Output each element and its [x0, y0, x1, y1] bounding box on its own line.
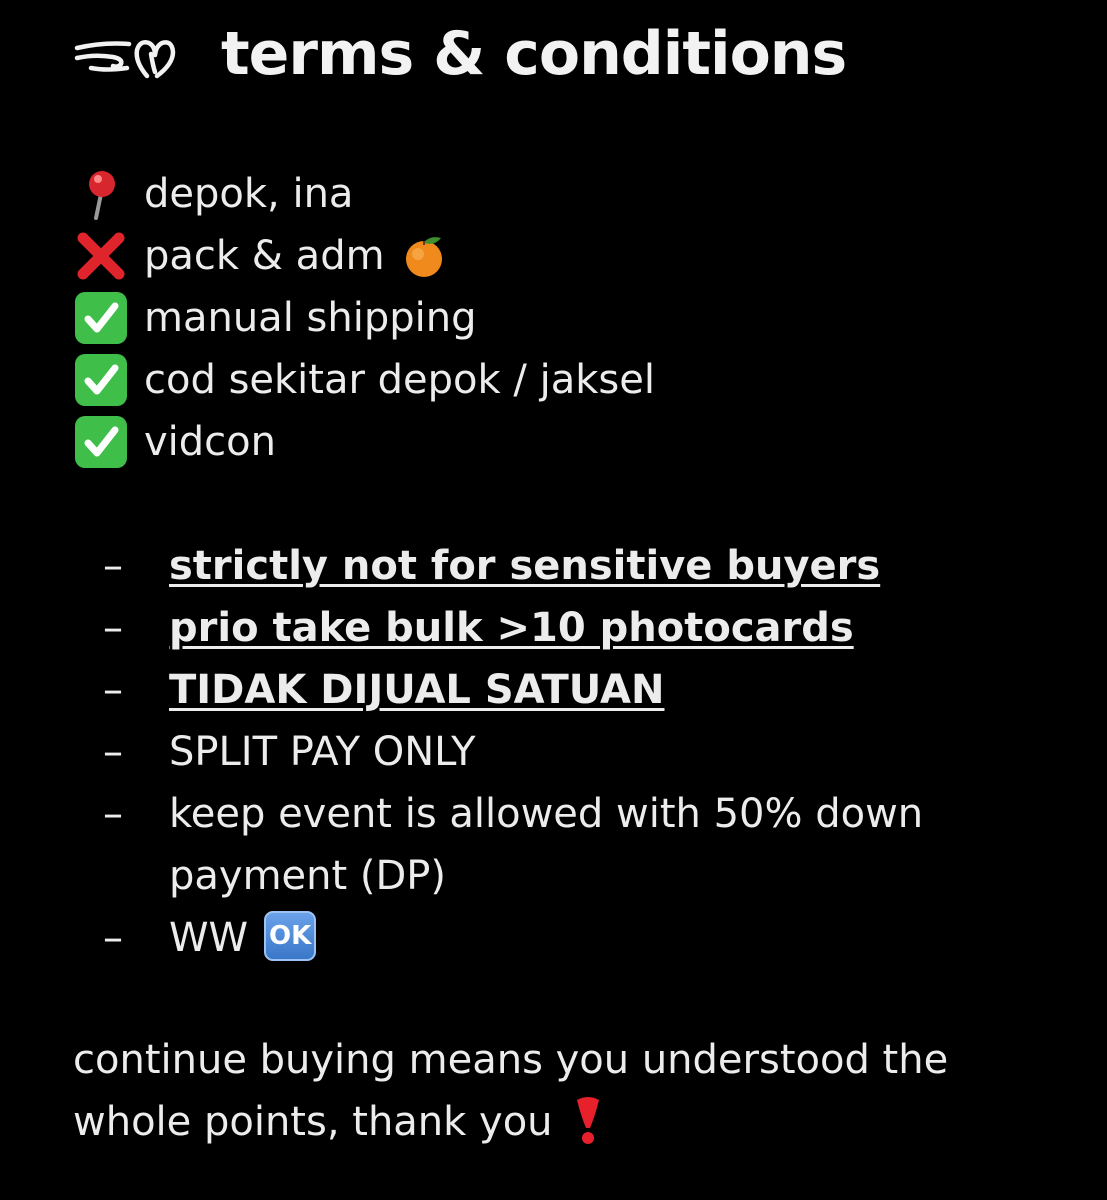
info-item-text: cod sekitar depok / jaksel: [144, 357, 655, 403]
rule-item: [103, 659, 949, 721]
rule-item: [103, 535, 949, 597]
rule-item: [103, 597, 949, 659]
page-header: [73, 14, 846, 94]
info-list: [73, 163, 655, 473]
rule-dash: –: [103, 543, 123, 589]
info-item-text: depok, ina: [144, 171, 354, 217]
rule-item: [103, 783, 949, 907]
info-item-cod: [73, 349, 655, 411]
rule-item: [103, 907, 949, 969]
red-exclamation-mark-icon: [571, 1094, 605, 1146]
wind-heart-doodle-icon: [73, 24, 203, 84]
ok-button-icon: OK: [264, 911, 316, 961]
round-pushpin-icon: [73, 166, 129, 222]
rule-dash: –: [103, 791, 123, 837]
cross-mark-icon: [73, 228, 129, 284]
rule-text: WW: [169, 915, 249, 961]
rules-list: [103, 535, 949, 969]
check-mark-button-icon: [73, 290, 129, 346]
rule-dash: –: [103, 605, 123, 651]
rule-text-wrap: [169, 907, 316, 969]
info-item-location: [73, 163, 655, 225]
info-item-text: vidcon: [144, 419, 276, 465]
rule-item: [103, 721, 949, 783]
info-item-vidcon: [73, 411, 655, 473]
rule-dash: –: [103, 729, 123, 775]
rule-text: TIDAK DIJUAL SATUAN: [169, 667, 665, 713]
check-mark-button-icon: [73, 414, 129, 470]
rule-text: keep event is allowed with 50% down payment (DP): [169, 791, 924, 899]
info-item-manual-shipping: [73, 287, 655, 349]
info-item-pack-adm: [73, 225, 655, 287]
tangerine-icon: [401, 233, 447, 279]
rule-dash: –: [103, 915, 123, 961]
check-mark-button-icon: [73, 352, 129, 408]
rule-text: prio take bulk >10 photocards: [169, 605, 854, 651]
rule-text: strictly not for sensitive buyers: [169, 543, 881, 589]
info-item-text: pack & adm: [144, 233, 385, 279]
info-item-text: manual shipping: [144, 295, 477, 341]
page-title: terms & conditions: [221, 19, 847, 89]
closing-text: continue buying means you understood the whole points, thank you: [73, 1037, 949, 1145]
rule-text: SPLIT PAY ONLY: [169, 729, 476, 775]
rule-dash: –: [103, 667, 123, 713]
closing-note: [73, 1029, 1033, 1153]
